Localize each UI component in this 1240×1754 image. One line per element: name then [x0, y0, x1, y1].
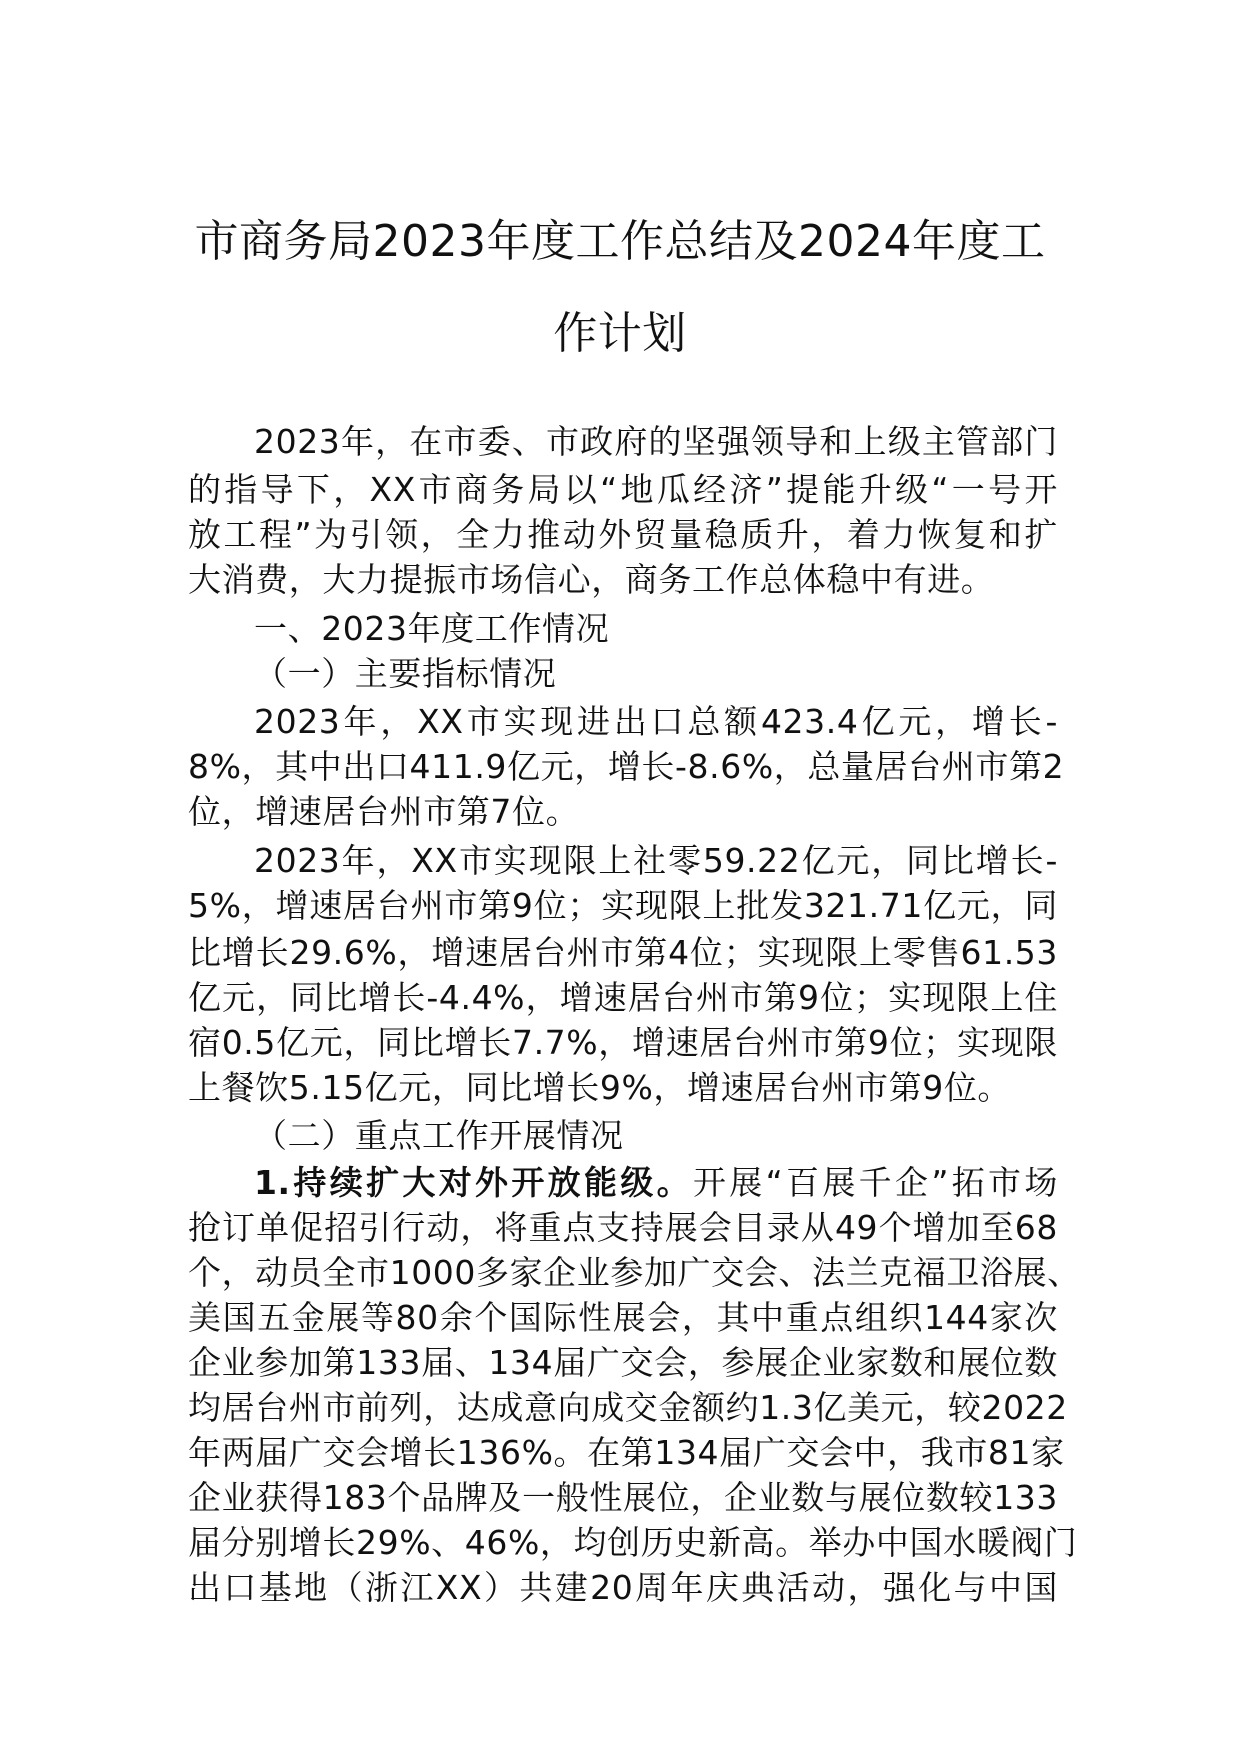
- body-line-text: 2023年，XX市实现进出口总额423.4亿元，增长-: [254, 702, 1058, 741]
- body-line-text: 5%，增速居台州市第9位；实现限上批发321.71亿元，同: [188, 886, 1058, 925]
- body-line: [254, 839, 1058, 883]
- body-line: [188, 790, 1058, 834]
- document-title-line-1: 市商务局2023年度工作总结及2024年度工: [194, 216, 1046, 267]
- body-line: [188, 1206, 1058, 1250]
- body-line-text: 企业获得183个品牌及一般性展位，企业数与展位数较133: [188, 1478, 1058, 1517]
- body-line: [254, 652, 1058, 696]
- body-line-text: 美国五金展等80余个国际性展会，其中重点组织144家次: [188, 1298, 1058, 1337]
- body-line-text: （二）重点工作开展情况: [254, 1116, 624, 1155]
- body-line-text: 企业参加第133届、134届广交会，参展企业家数和展位数: [188, 1343, 1058, 1382]
- body-line: [188, 1066, 1058, 1110]
- body-line: [188, 931, 1058, 975]
- body-line: [188, 745, 1065, 789]
- body-line: [188, 1251, 1081, 1295]
- body-line-text: 一、2023年度工作情况: [254, 609, 610, 648]
- body-line-text: 抢订单促招引行动，将重点支持展会目录从49个增加至68: [188, 1208, 1058, 1247]
- body-line-text: 出口基地（浙江XX）共建20周年庆典活动，强化与中国: [188, 1568, 1058, 1607]
- body-line: [188, 1021, 1058, 1065]
- body-line: [188, 1296, 1058, 1340]
- body-line: [254, 607, 1058, 651]
- body-line: [188, 513, 1058, 557]
- body-line-text: 宿0.5亿元，同比增长7.7%，增速居台州市第9位；实现限: [188, 1023, 1058, 1062]
- body-line: [188, 1566, 1058, 1610]
- body-line-text: 位，增速居台州市第7位。: [188, 792, 580, 831]
- body-line-text: 开展“百展千企”拓市场: [692, 1163, 1058, 1202]
- section-heading-bold: 1.持续扩大对外开放能级。: [254, 1163, 693, 1202]
- body-line: [254, 420, 1058, 464]
- body-line: [188, 884, 1058, 928]
- body-line: [188, 1386, 1068, 1430]
- body-line: [188, 1521, 1078, 1565]
- body-line: [188, 1341, 1058, 1385]
- document-title-line-2: 作计划: [553, 308, 687, 359]
- body-line-text: 的指导下，XX市商务局以“地瓜经济”提能升级“一号开: [188, 470, 1058, 509]
- body-line-text: 放工程”为引领，全力推动外贸量稳质升，着力恢复和扩: [188, 515, 1058, 554]
- body-line-text: 2023年，在市委、市政府的坚强领导和上级主管部门: [254, 422, 1058, 461]
- body-line: [188, 468, 1058, 512]
- body-line-text: 个，动员全市1000多家企业参加广交会、法兰克福卫浴展、: [188, 1253, 1081, 1292]
- body-line: [254, 1114, 1058, 1158]
- body-line-text: 均居台州市前列，达成意向成交金额约1.3亿美元，较2022: [188, 1388, 1068, 1427]
- body-line-text: 届分别增长29%、46%，均创历史新高。举办中国水暖阀门: [188, 1523, 1078, 1562]
- body-line: [188, 976, 1058, 1020]
- body-line-text: 2023年，XX市实现限上社零59.22亿元，同比增长-: [254, 841, 1058, 880]
- body-line: [188, 1476, 1058, 1520]
- body-line-text: 大消费，大力提振市场信心，商务工作总体稳中有进。: [188, 560, 995, 599]
- body-line-text: （一）主要指标情况: [254, 654, 557, 693]
- body-line: [188, 558, 1058, 602]
- body-line-text: 8%，其中出口411.9亿元，增长-8.6%，总量居台州市第2: [188, 747, 1065, 786]
- body-line-text: 亿元，同比增长-4.4%，增速居台州市第9位；实现限上住: [188, 978, 1058, 1017]
- body-line-text: 比增长29.6%，增速居台州市第4位；实现限上零售61.53: [188, 933, 1058, 972]
- body-line: [188, 1431, 1065, 1475]
- body-line: [254, 1161, 1058, 1205]
- body-line-text: 年两届广交会增长136%。在第134届广交会中，我市81家: [188, 1433, 1065, 1472]
- body-line: [254, 700, 1058, 744]
- body-line-text: 上餐饮5.15亿元，同比增长9%，增速居台州市第9位。: [188, 1068, 1012, 1107]
